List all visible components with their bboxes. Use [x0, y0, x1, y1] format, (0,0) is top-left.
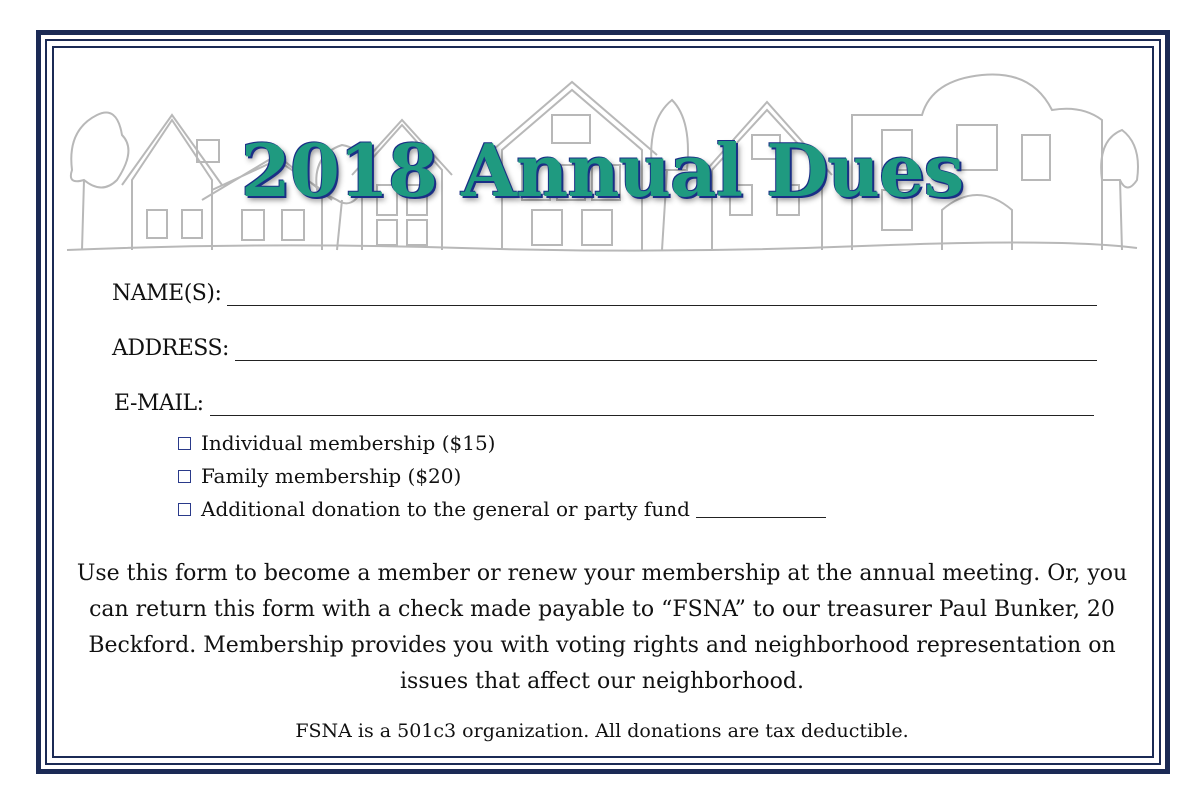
name-input-line[interactable] [227, 281, 1097, 306]
instructions-paragraph: Use this form to become a member or renew your membership at the annual meeting. Or, you can return this form with a check made payable to “FSNA” to our treasurer Paul Bunker, 20 Beckford. Membership provides you with voting rights and neighborhood representation on issues that affect our neighborhood. [76, 561, 1128, 694]
option-label: Family membership ($20) [201, 464, 462, 488]
checkbox-icon[interactable] [178, 437, 191, 450]
address-field[interactable] [112, 327, 1097, 361]
footer-note: FSNA is a 501c3 organization. All donations are tax deductible. [295, 720, 909, 742]
email-input-line[interactable] [210, 391, 1094, 416]
option-label: Individual membership ($15) [201, 431, 496, 455]
page-title: 2018 Annual Dues [240, 128, 964, 213]
donation-amount-line[interactable] [696, 501, 826, 518]
checkbox-icon[interactable] [178, 470, 191, 483]
name-field[interactable] [112, 272, 1097, 306]
option-individual-membership[interactable] [178, 431, 495, 455]
option-label: Additional donation to the general or party fund [201, 497, 690, 521]
address-label: ADDRESS: [112, 336, 229, 361]
email-label: E-MAIL: [114, 391, 204, 416]
address-input-line[interactable] [235, 336, 1097, 361]
option-additional-donation[interactable] [178, 497, 826, 521]
option-family-membership[interactable] [178, 464, 461, 488]
checkbox-icon[interactable] [178, 503, 191, 516]
name-label: NAME(S): [112, 281, 222, 306]
email-field[interactable] [114, 382, 1094, 416]
